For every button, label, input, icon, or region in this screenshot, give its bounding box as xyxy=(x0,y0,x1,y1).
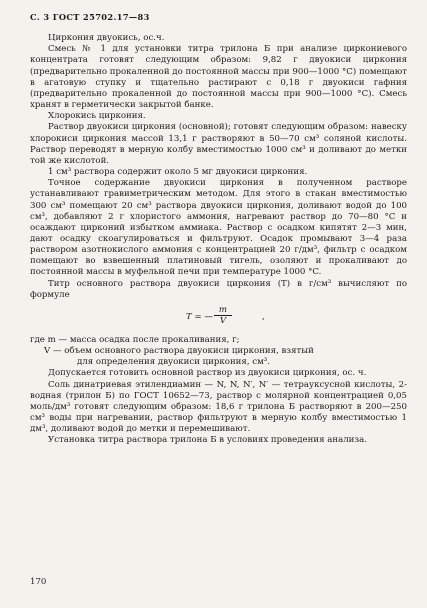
paragraph-gravimetric-method: Точное содержание двуокиси циркония в полученном растворе устанавливают гравиметрическим методом. Для этого в стакан вместимостью 300 см³ помещают 20 см³ раствора двуокиси циркония, доливают водой до 100 см³, добавляют 2 г хлористого аммония, нагревают раствор до 70—80 °C и осаждают цирконий избытком аммиака. Раствор с осадком кипятят 2—3 мин, дают осадку скоагулироваться и фильтруют. Осадок промывают 3—4 раза раствором азотнокислого аммония с концентрацией 20 г/дм³, фильтр с осадком помещают во взвешенный платиновый тигель, озоляют и прокаливают до постоянной массы в муфельной печи при температуре 1000 °C. xyxy=(30,178,407,278)
paragraph-alternative-stock: Допускается готовить основной раствор из двуокиси циркония, ос. ч. xyxy=(48,368,367,379)
page-number: 170 xyxy=(30,577,47,587)
paragraph-zirconium-dioxide: Циркония двуокись, ос.ч. xyxy=(48,33,165,44)
paragraph-stock-solution: Раствор двуокиси циркония (основной); готовят следующим образом: навеску хлорокиси циркония массой 13,1 г растворяют в 50—70 см³ соляной кислоты. Раствор переводят в мерную колбу вместимостью 1000 см³ и доливают до метки той же кислотой. xyxy=(30,122,407,166)
paragraph-trilon-b: Соль динатриевая этилендиамин — N, N, N′, N′ — тетрауксусной кислоты, 2-водная (трилон Б) по ГОСТ 10652—73, раствор с молярной концентрацией 0,05 моль/дм³ готовят следующим образом: 18,6 г трилона Б растворяют в 200—250 см³ воды при нагревании, раствор фильтруют в мерную колбу вместимостью 1 дм³, доливают водой до метки и перемешивают. xyxy=(30,379,407,435)
where-v: V — объем основного раствора двуокиси циркония, взятый xyxy=(44,346,314,357)
page-header: С. 3 ГОСТ 25702.17—83 xyxy=(30,12,150,22)
formula-denominator: V xyxy=(219,315,227,326)
titer-formula xyxy=(30,305,407,329)
paragraph-zirconium-oxychloride: Хлорокись циркония. xyxy=(48,111,146,122)
paragraph-titer-setting: Установка титра раствора трилона Б в условиях проведения анализа. xyxy=(48,435,367,446)
formula-lhs: T = — xyxy=(186,311,213,322)
formula-numerator: m xyxy=(214,305,232,316)
formula-fraction xyxy=(214,305,232,327)
paragraph-titer-formula-intro: Титр основного раствора двуокиси циркония (T) в г/см³ вычисляют по формуле xyxy=(30,278,407,300)
paragraph-mixture-1: Смесь № 1 для установки титра трилона Б при анализе циркониевого концентрата готовят следующим образом: 9,82 г двуокиси циркония (предварительно прокаленной до постоянной массы при 900—1000 °C) помещают в агатовую ступку и тщательно растирают с 0,18 г двуокиси гафния (предварительно прокаленной до постоянной массы при 900—1000 °C). Смесь хранят в герметически закрытой банке. xyxy=(30,44,407,111)
formula-comma: , xyxy=(262,311,265,322)
paragraph-solution-content: 1 см³ раствора содержит около 5 мг двуокиси циркония. xyxy=(48,167,308,178)
where-m: где m — масса осадка после прокаливания, г; xyxy=(30,334,240,345)
where-v-cont: для определения двуокиси циркония, см³. xyxy=(77,357,270,368)
